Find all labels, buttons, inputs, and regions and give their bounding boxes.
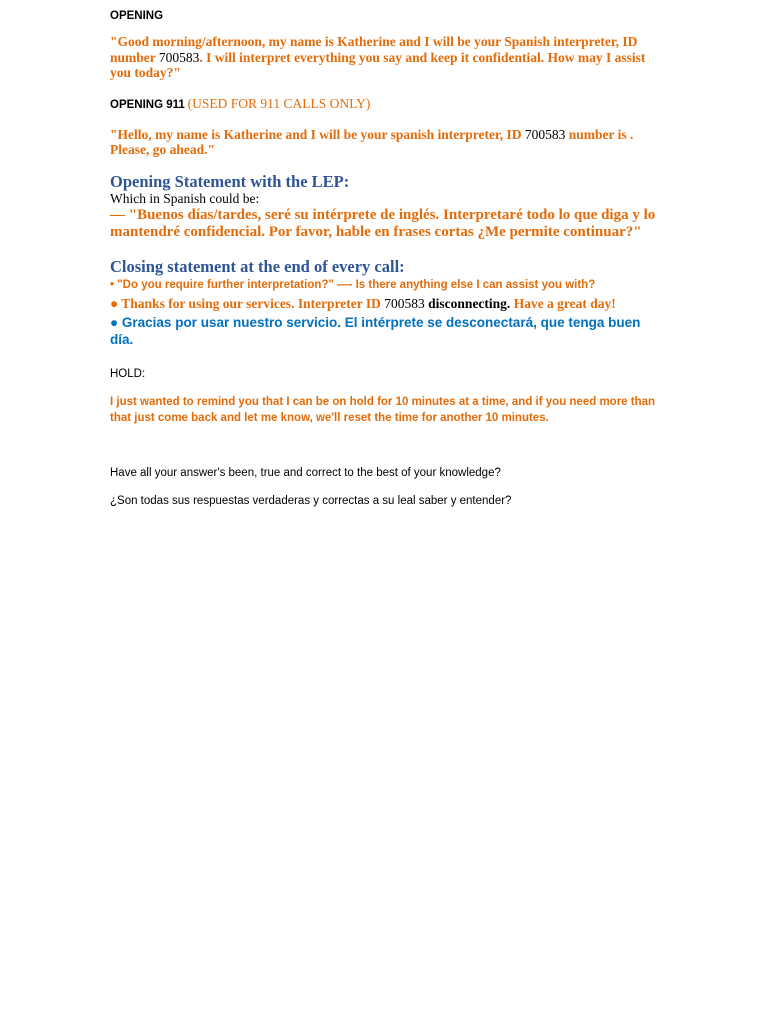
closing-bullet-1: • "Do you require further interpretation?" —- Is there anything else I can assist you with?: [110, 278, 596, 291]
opening-quote-part2: . I will interpret everything you say and keep it confidential. How may I assist you today?": [110, 49, 646, 80]
opening-911-quote: [110, 127, 658, 158]
closing-bullet-2-part2: disconnecting.: [424, 295, 511, 311]
lep-spanish-quote: — "Buenos días/tardes, seré su intérprete de inglés. Interpretaré todo lo que diga y lo mantendré confidencial. Por favor, hable en frases cortas ¿Me permite continuar?": [110, 206, 656, 240]
lep-subtitle: Which in Spanish could be:: [110, 190, 260, 206]
closing-bullet-2: [110, 295, 658, 312]
opening-911-interpreter-id: 700583: [524, 126, 566, 142]
question-spanish: ¿Son todas sus respuestas verdaderas y correctas a su leal saber y entender?: [110, 494, 512, 507]
closing-bullet-2-part1: ● Thanks for using our services. Interpreter ID: [110, 295, 385, 311]
document-page: [110, 8, 658, 509]
opening-interpreter-id: 700583: [158, 49, 200, 65]
opening-quote: [110, 34, 658, 81]
closing-bullet-2-id: 700583: [384, 295, 425, 311]
lep-title: Opening Statement with the LEP:: [110, 171, 350, 191]
closing-bullet-3: ● Gracias por usar nuestro servicio. El intérprete se desconectará, que tenga buen día.: [110, 314, 641, 347]
opening-heading: OPENING: [110, 10, 164, 22]
opening-quote-part1: "Good morning/afternoon, my name is Katherine and I will be your Spanish interpreter, ID number: [110, 34, 638, 65]
opening-911-quote-part1: "Hello, my name is Katherine and I will be your spanish interpreter, ID: [110, 126, 525, 142]
opening-911-line: [110, 96, 658, 113]
question-english: Have all your answer's been, true and correct to the best of your knowledge?: [110, 466, 501, 479]
closing-bullet-2-part3: Have a great day!: [510, 295, 616, 311]
hold-text: I just wanted to remind you that I can be on hold for 10 minutes at a time, and if you need more than that just come back and let me know, we'll reset the time for another 10 minutes.: [110, 395, 656, 424]
hold-label: HOLD:: [110, 367, 146, 380]
opening-911-note: (USED FOR 911 CALLS ONLY): [187, 95, 371, 111]
opening-911-quote-part2: number is . Please, go ahead.": [110, 126, 634, 157]
closing-title: Closing statement at the end of every call:: [110, 256, 405, 276]
opening-911-heading: OPENING 911: [110, 98, 185, 111]
